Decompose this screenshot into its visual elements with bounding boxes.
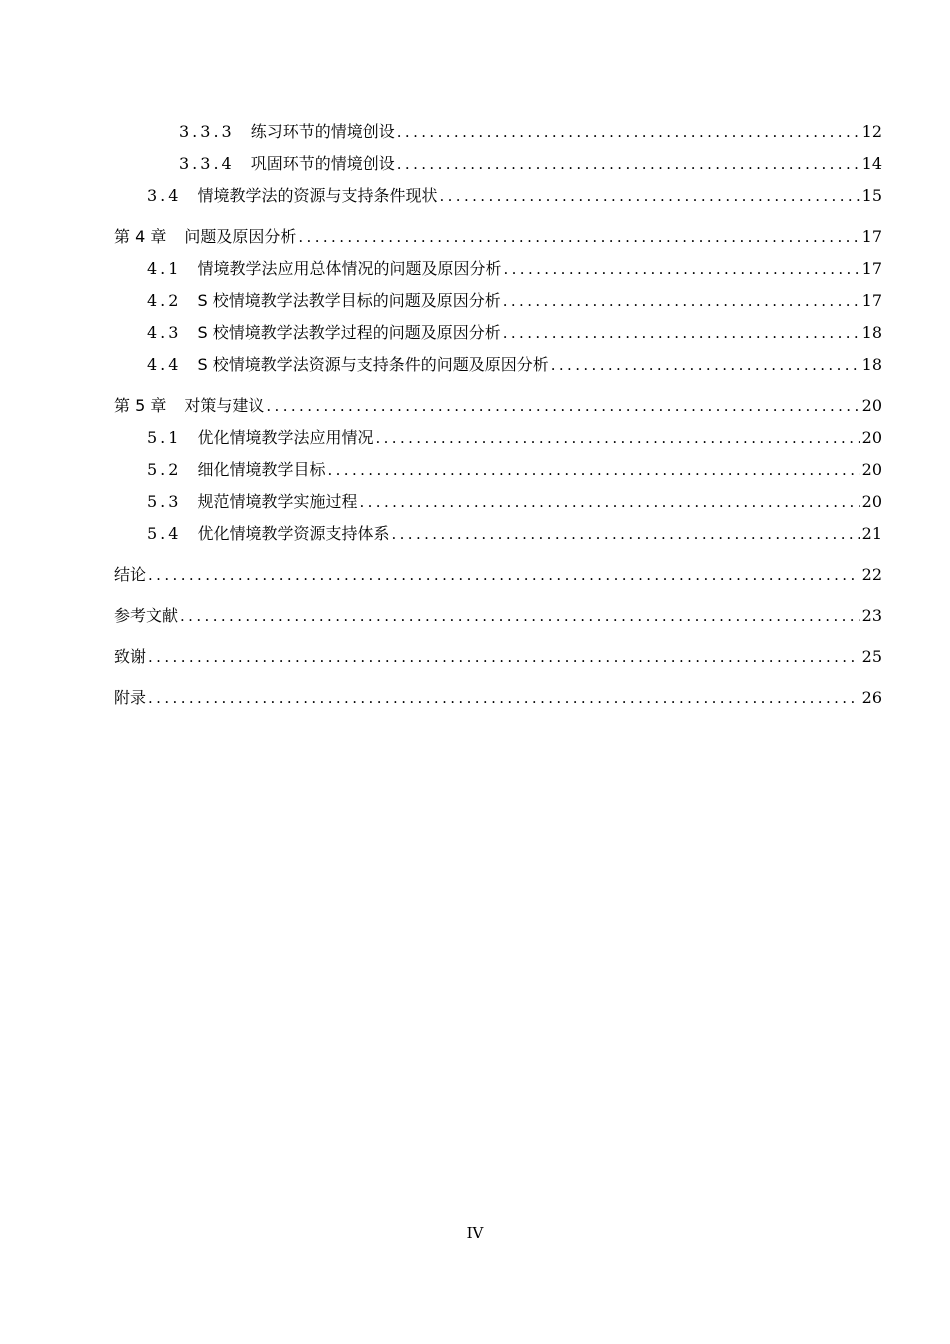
toc-entry-page: 17: [861, 227, 882, 246]
toc-dot-leader: [266, 390, 859, 422]
toc-entry-title: 细化情境教学目标: [197, 460, 326, 479]
toc-entry-page: 18: [861, 355, 882, 374]
toc-entry-number: 4.1: [147, 259, 182, 278]
toc-dot-leader: [503, 253, 859, 285]
toc-dot-leader: [391, 518, 859, 550]
toc-entry[interactable]: [114, 180, 882, 212]
toc-dot-leader: [439, 180, 859, 212]
toc-dot-leader: [327, 454, 859, 486]
toc-entry-title: 对策与建议: [184, 396, 265, 415]
toc-entry[interactable]: [114, 422, 882, 454]
toc-entry-title: 附录: [114, 688, 147, 707]
toc-entry-number: 5.1: [147, 428, 182, 447]
toc-entry-title: 参考文献: [114, 606, 179, 625]
toc-entry-number: 4.4: [147, 355, 182, 374]
toc-entry[interactable]: [114, 600, 882, 632]
toc-dot-leader: [359, 486, 859, 518]
toc-dot-leader: [148, 559, 860, 591]
toc-entry[interactable]: [114, 253, 882, 285]
toc-entry[interactable]: [114, 221, 882, 253]
toc-entry-number: 3.3.4: [179, 154, 235, 173]
toc-dot-leader: [180, 600, 860, 632]
toc-entry-page: 20: [861, 428, 882, 447]
toc-entry-title: S 校情境教学法教学目标的问题及原因分析: [197, 291, 501, 310]
toc-entry-number: 5.3: [147, 492, 182, 511]
toc-entry[interactable]: [114, 641, 882, 673]
toc-entry-page: 20: [861, 460, 882, 479]
toc-dot-leader: [298, 221, 859, 253]
toc-entry-page: 12: [861, 122, 882, 141]
toc-entry[interactable]: [114, 390, 882, 422]
toc-entry-page: 18: [861, 323, 882, 342]
toc-entry-title: 致谢: [114, 647, 147, 666]
toc-entry-title: 优化情境教学资源支持体系: [197, 524, 390, 543]
toc-entry-page: 15: [861, 186, 882, 205]
toc-dot-leader: [397, 116, 860, 148]
toc-entry[interactable]: [114, 317, 882, 349]
toc-entry-number: 3.3.3: [179, 122, 235, 141]
toc-dot-leader: [148, 641, 860, 673]
toc-entry-page: 20: [861, 492, 882, 511]
toc-entry-number: 5.2: [147, 460, 182, 479]
toc-entry-page: 14: [861, 154, 882, 173]
toc-entry[interactable]: [114, 454, 882, 486]
toc-entry-title: 结论: [114, 565, 147, 584]
toc-entry-page: 22: [861, 565, 882, 584]
toc-entry-title: 练习环节的情境创设: [250, 122, 395, 141]
toc-entry[interactable]: [114, 559, 882, 591]
toc-entry-page: 17: [861, 291, 882, 310]
toc-entry-number: 4.3: [147, 323, 182, 342]
toc-entry-title: 情境教学法的资源与支持条件现状: [197, 186, 438, 205]
toc-dot-leader: [551, 349, 860, 381]
toc-dot-leader: [397, 148, 860, 180]
toc-entry-page: 23: [861, 606, 882, 625]
toc-entry[interactable]: [114, 486, 882, 518]
toc-entry-number: 4.2: [147, 291, 182, 310]
toc-entry[interactable]: [114, 148, 882, 180]
toc-dot-leader: [503, 285, 860, 317]
toc-entry[interactable]: [114, 116, 882, 148]
toc-entry[interactable]: [114, 349, 882, 381]
toc-entry-page: 25: [861, 647, 882, 666]
toc-entry-page: 21: [861, 524, 882, 543]
page-number-footer: IV: [466, 1224, 484, 1242]
toc-entry-number: 第 4 章: [114, 227, 167, 246]
table-of-contents: [114, 116, 882, 714]
toc-entry-page: 20: [861, 396, 882, 415]
toc-entry-title: S 校情境教学法教学过程的问题及原因分析: [197, 323, 501, 342]
toc-dot-leader: [148, 682, 860, 714]
toc-entry[interactable]: [114, 518, 882, 550]
toc-entry-title: 问题及原因分析: [184, 227, 297, 246]
toc-entry-title: 优化情境教学法应用情况: [197, 428, 374, 447]
toc-entry[interactable]: [114, 682, 882, 714]
toc-entry-title: S 校情境教学法资源与支持条件的问题及原因分析: [197, 355, 549, 374]
toc-entry-number: 3.4: [147, 186, 182, 205]
toc-entry-title: 规范情境教学实施过程: [197, 492, 358, 511]
toc-dot-leader: [503, 317, 860, 349]
toc-entry-title: 情境教学法应用总体情况的问题及原因分析: [197, 259, 502, 278]
toc-entry-page: 17: [861, 259, 882, 278]
toc-entry-number: 5.4: [147, 524, 182, 543]
toc-entry-page: 26: [861, 688, 882, 707]
toc-entry-number: 第 5 章: [114, 396, 167, 415]
toc-entry-title: 巩固环节的情境创设: [250, 154, 395, 173]
toc-entry[interactable]: [114, 285, 882, 317]
toc-dot-leader: [375, 422, 859, 454]
